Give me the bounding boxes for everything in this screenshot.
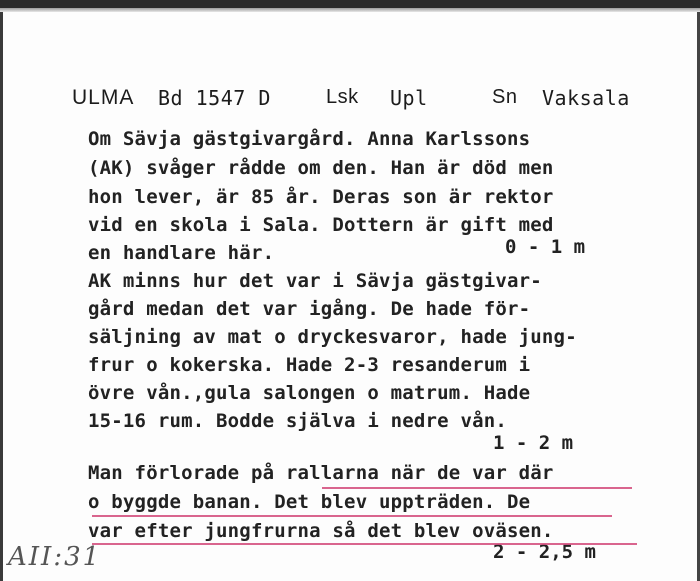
time-reference: 0 - 1 m <box>505 236 586 258</box>
socken-value: Vaksala <box>542 86 630 110</box>
red-underline <box>92 543 637 545</box>
text-line: frur o kokerska. Hade 2-3 resanderum i <box>88 354 531 376</box>
text-line: 15-16 rum. Bodde själva i nedre vån. <box>88 410 508 432</box>
time-reference: 1 - 2 m <box>493 432 574 454</box>
text-line: säljning av mat o dryckesvaror, hade jung- <box>88 326 577 348</box>
landskap-label: Lsk <box>326 86 359 108</box>
landskap-value: Upl <box>390 86 428 110</box>
text-line: AK minns hur det var i Sävja gästgivar- <box>88 270 542 292</box>
text-line: Man förlorade på rallarna när de var där <box>88 462 554 484</box>
scan-top-border <box>0 0 700 8</box>
scan-top-shadow <box>0 8 700 12</box>
text-line: o byggde banan. Det blev uppträden. De <box>88 491 531 513</box>
text-line: en handlare här. <box>88 242 275 264</box>
text-line: gård medan det var igång. De hade för- <box>88 298 531 320</box>
text-line: Om Sävja gästgivargård. Anna Karlssons <box>88 128 531 150</box>
text-line: hon lever, är 85 år. Deras son är rektor <box>88 186 554 208</box>
text-line: vid en skola i Sala. Dottern är gift med <box>88 214 554 236</box>
text-line: (AK) svåger rådde om den. Han är död men <box>88 157 554 179</box>
text-line: övre vån.,gula salongen o matrum. Hade <box>88 382 531 404</box>
handwritten-archive-mark: AII:31 <box>8 542 102 572</box>
archive-code: ULMA <box>72 86 135 109</box>
socken-label: Sn <box>492 86 518 108</box>
volume-number: Bd 1547 D <box>158 86 271 110</box>
red-underline <box>92 515 612 517</box>
text-line: var efter jungfrurna så det blev oväsen. <box>88 520 554 542</box>
red-underline <box>322 487 632 489</box>
time-reference: 2 - 2,5 m <box>493 541 596 563</box>
